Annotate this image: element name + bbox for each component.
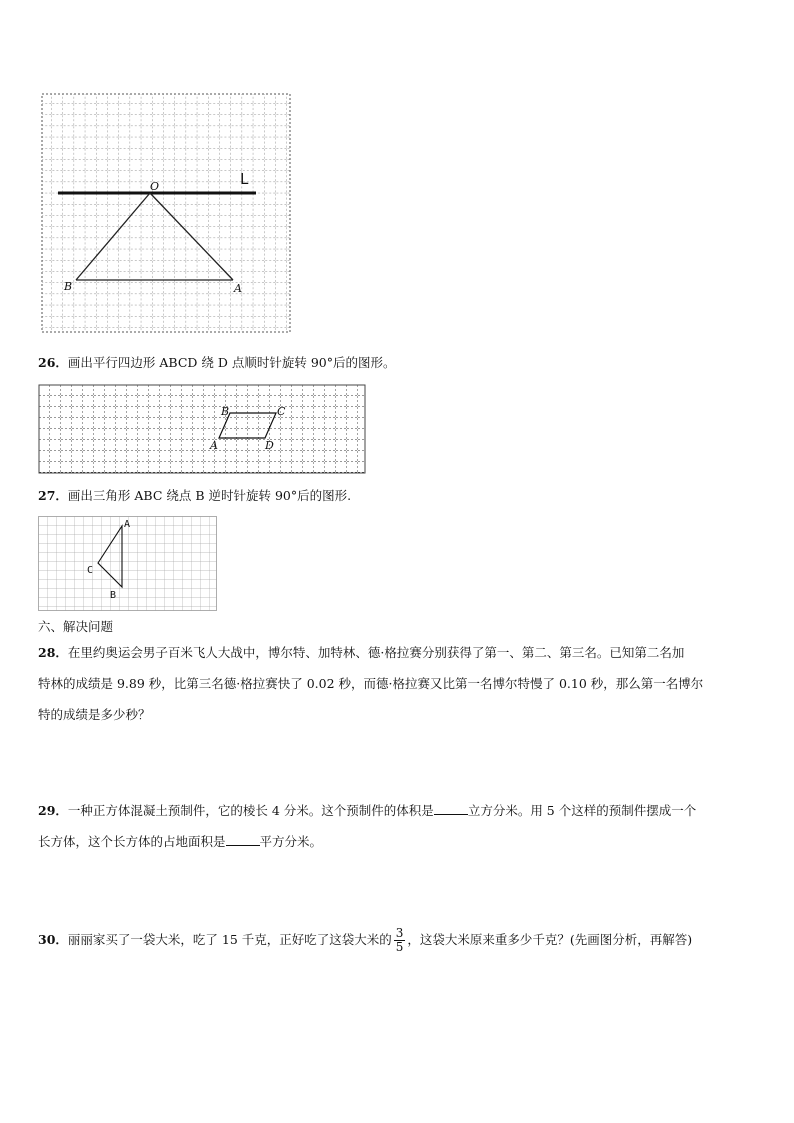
question-number: 26． [38, 355, 68, 370]
grid-q26-svg [38, 384, 366, 474]
label-B: B [110, 590, 117, 601]
question-text-part3: 长方体，这个长方体的占地面积是 [38, 834, 226, 849]
question-text-part2: ，这袋大米原来重多少千克？(先画图分析，再解答) [407, 932, 693, 947]
question-number: 29． [38, 803, 68, 818]
fraction-denominator: 5 [395, 939, 404, 954]
label-A: A [234, 282, 242, 295]
question-text-part2: 立方分米。用 5 个这样的预制件摆成一个 [467, 803, 697, 818]
question-30 [38, 924, 760, 956]
label-A: A [210, 439, 218, 452]
question-number: 27． [38, 488, 68, 503]
figure-q27 [38, 516, 218, 612]
question-line-1: 在里约奥运会男子百米飞人大战中，博尔特、加特林、德·格拉赛分别获得了第一、第二、第三名。已知第二名加 [67, 645, 685, 660]
question-29 [38, 802, 760, 851]
label-O: O [150, 180, 160, 193]
figure-q26 [38, 384, 366, 474]
label-C: C [87, 565, 94, 576]
label-A: A [124, 519, 131, 530]
answer-blank-volume[interactable] [434, 802, 468, 815]
question-line-3: 特的成绩是多少秒？ [38, 707, 151, 722]
answer-blank-area[interactable] [226, 833, 260, 846]
question-text-part4: 平方分米。 [259, 834, 323, 849]
question-text: 画出平行四边形 ABCD 绕 D 点顺时针旋转 90°后的图形。 [67, 355, 396, 370]
section-title: 六、解决问题 [38, 619, 114, 634]
figure-q25 [40, 92, 292, 334]
question-28 [38, 644, 760, 724]
question-text: 画出三角形 ABC 绕点 B 逆时针旋转 90°后的图形. [67, 488, 352, 503]
question-line-2: 特林的成绩是 9.89 秒，比第三名德·格拉赛快了 0.02 秒，而德·格拉赛又比第一名博尔特慢了 0.10 秒，那么第一名博尔 [38, 676, 704, 691]
label-C: C [277, 405, 286, 418]
label-L: L [240, 170, 249, 188]
question-text-part1: 丽丽家买了一袋大米，吃了 15 千克，正好吃了这袋大米的 [67, 932, 392, 947]
fraction-three-fifths [394, 927, 406, 954]
grid-q25-svg [40, 92, 292, 334]
label-D: D [265, 439, 274, 452]
label-B: B [64, 280, 73, 293]
question-number: 28． [38, 645, 68, 660]
question-text-part1: 一种正方体混凝土预制件，它的棱长 4 分米。这个预制件的体积是 [67, 803, 434, 818]
question-27 [38, 487, 351, 505]
label-B: B [221, 405, 230, 418]
question-number: 30． [38, 932, 68, 947]
fraction-numerator: 3 [395, 925, 404, 940]
question-26 [38, 354, 395, 372]
